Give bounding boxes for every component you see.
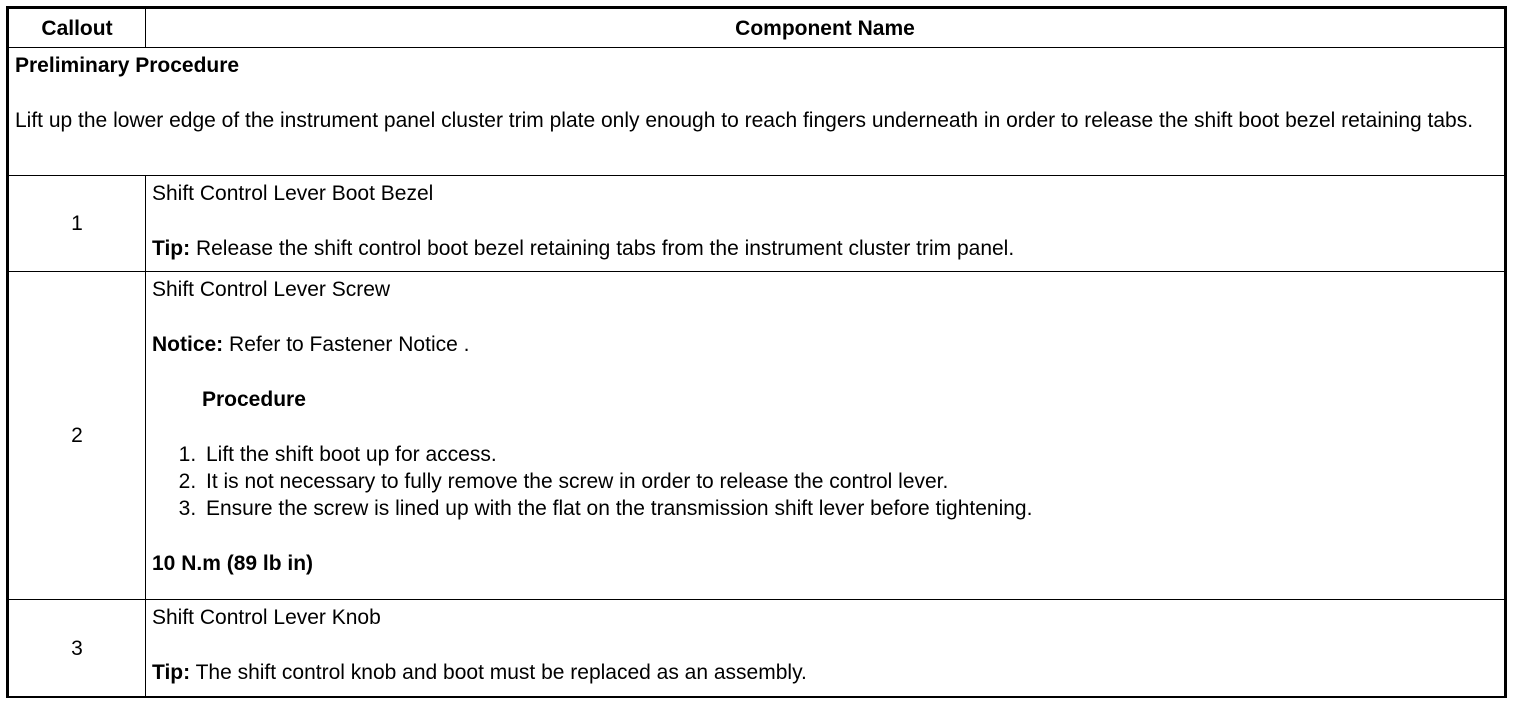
component-cell <box>146 272 1505 600</box>
component-cell <box>146 600 1505 698</box>
header-row <box>9 9 1505 48</box>
component-name: Shift Control Lever Knob <box>152 606 381 629</box>
procedure-step: 1. Lift the shift boot up for access. <box>202 441 1498 468</box>
component-name: Shift Control Lever Screw <box>152 278 391 301</box>
procedure-step: 2. It is not necessary to fully remove the screw in order to release the control lever. <box>202 468 1498 495</box>
notice-text: Refer to Fastener Notice . <box>223 333 470 356</box>
component-table <box>8 8 1505 698</box>
callout-number: 3 <box>9 600 146 698</box>
tip-label: Tip: <box>152 661 191 684</box>
component-cell <box>146 176 1505 272</box>
procedure-heading: Procedure <box>202 388 306 411</box>
preliminary-text: Lift up the lower edge of the instrument panel cluster trim plate only enough to reach fingers underneath in order to release the shift boot bezel retaining tabs. <box>15 109 1474 132</box>
procedure-steps <box>152 441 1498 522</box>
torque-spec: 10 N.m (89 lb in) <box>152 552 314 575</box>
component-table-frame <box>6 6 1507 698</box>
table-row <box>9 272 1505 600</box>
preliminary-cell <box>9 48 1505 176</box>
notice-label: Notice: <box>152 333 224 356</box>
table-row <box>9 176 1505 272</box>
notice-note <box>152 331 1498 358</box>
component-name: Shift Control Lever Boot Bezel <box>152 182 434 205</box>
component-name-header: Component Name <box>146 9 1505 48</box>
procedure-step: 3. Ensure the screw is lined up with the flat on the transmission shift lever before tightening. <box>202 495 1498 522</box>
preliminary-heading: Preliminary Procedure <box>15 54 240 77</box>
callout-number: 2 <box>9 272 146 600</box>
tip-note <box>152 235 1498 262</box>
preliminary-row <box>9 48 1505 176</box>
tip-note <box>152 659 1498 686</box>
tip-text: The shift control knob and boot must be replaced as an assembly. <box>190 661 807 684</box>
callout-header: Callout <box>9 9 146 48</box>
tip-label: Tip: <box>152 237 191 260</box>
table-row <box>9 600 1505 698</box>
tip-text: Release the shift control boot bezel retaining tabs from the instrument cluster trim panel. <box>190 237 1015 260</box>
callout-number: 1 <box>9 176 146 272</box>
